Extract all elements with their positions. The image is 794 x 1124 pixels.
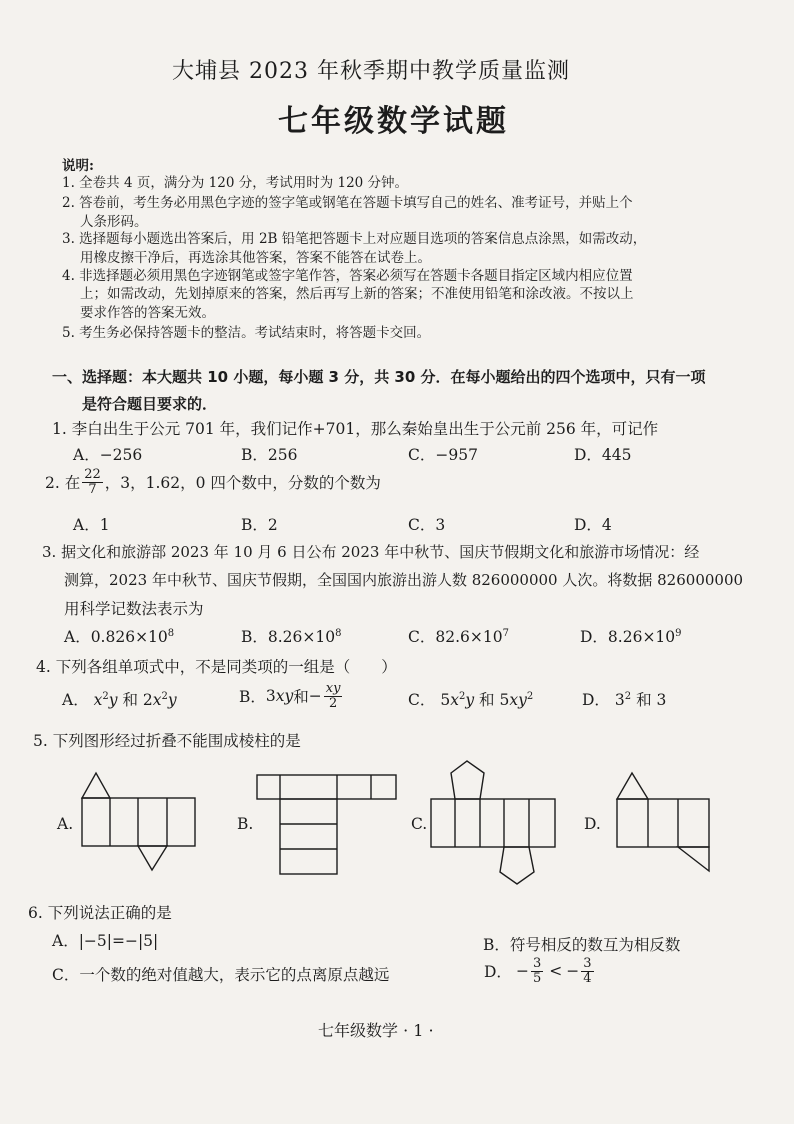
section-heading-cont: 是符合题目要求的． xyxy=(82,395,218,413)
note-3-cont: 用橡皮擦干净后，再选涂其他答案，答案不能答在试卷上。 xyxy=(80,250,431,266)
q6-d-frac1-den: 5 xyxy=(532,970,542,986)
q4-d-exp: 2 xyxy=(624,690,632,702)
q6-d-frac2 xyxy=(581,957,593,985)
q5-figure-d xyxy=(617,773,709,871)
q4-b-label: B． xyxy=(239,688,266,707)
q2-option-d: D．4 xyxy=(574,516,612,534)
q5-option-c-label: C. xyxy=(411,815,428,833)
q4-stem: 4. 下列各组单项式中，不是同类项的一组是（ ） xyxy=(36,658,397,676)
q4-c-coef2: 5 xyxy=(499,691,510,709)
q4-d-three: 3 xyxy=(656,691,667,709)
q3-option-c-exp: 7 xyxy=(502,627,509,639)
q3-option-c-base: C．82.6×10 xyxy=(408,628,503,646)
q4-c-x: x xyxy=(450,691,459,709)
q4-b-he: 和 xyxy=(293,688,309,707)
q6-option-c: C．一个数的绝对值越大，表示它的点离原点越远 xyxy=(52,966,390,984)
q1-option-d: D．445 xyxy=(574,446,632,464)
q4-c-coef: 5 xyxy=(440,691,451,709)
q4-a-exp: 2 xyxy=(102,690,109,702)
q5-figure-c xyxy=(431,761,555,884)
q4-b-minus: − xyxy=(308,687,322,706)
notes-heading: 说明: xyxy=(62,158,94,174)
q6-d-label: D． xyxy=(484,963,512,982)
q2-stem-pre: 2. 在 xyxy=(45,474,81,493)
note-4-cont2: 要求作答的答案无效。 xyxy=(80,305,215,321)
q4-d-label: D． xyxy=(582,691,610,709)
q2-frac-num: 22 xyxy=(84,467,101,482)
q4-c-exp: 2 xyxy=(458,690,466,702)
note-1: 1. 全卷共 4 页，满分为 120 分，考试用时为 120 分钟。 xyxy=(62,175,409,191)
q4-a-y2: y xyxy=(167,691,177,709)
note-3: 3. 选择题每小题选出答案后，用 2B 铅笔把答题卡上对应题目选项的答案信息点涂黑，如需改动， xyxy=(62,231,647,247)
q2-frac-den: 7 xyxy=(88,481,97,497)
q4-a-label: A． xyxy=(62,691,89,709)
q3-option-a-exp: 8 xyxy=(167,627,175,639)
q5-option-d-label: D. xyxy=(584,815,601,833)
q5-figure-b xyxy=(257,775,396,874)
q4-d-base: 3 xyxy=(614,691,625,709)
note-5: 5. 考生务必保持答题卡的整洁。考试结束时，将答题卡交回。 xyxy=(62,325,431,341)
exam-title: 大埔县 2023 年秋季期中教学质量监测 xyxy=(172,59,570,84)
q4-c-y: y xyxy=(465,691,475,709)
q2-option-c: C．3 xyxy=(408,516,446,534)
q3-option-a-base: A．0.826×10 xyxy=(64,628,168,646)
q2-option-b: B．2 xyxy=(241,516,278,534)
note-2: 2. 答卷前，考生务必用黑色字迹的签字笔或钢笔在答题卡填写自己的姓名、准考证号，并贴上个 xyxy=(62,195,633,211)
q4-a-y: y xyxy=(108,691,118,709)
q6-d-frac1 xyxy=(531,957,543,985)
q5-option-a-label: A. xyxy=(57,815,74,833)
q5-figure-a xyxy=(82,773,195,870)
q4-b-frac-den: 2 xyxy=(328,695,338,711)
note-2-cont: 人条形码。 xyxy=(80,214,148,230)
q3-stem-line1: 3. 据文化和旅游部 2023 年 10 月 6 日公布 2023 年中秋节、国庆节假期文化和旅游市场情况：经 xyxy=(42,543,700,561)
q5-stem: 5. 下列图形经过折叠不能围成棱柱的是 xyxy=(33,732,301,750)
q3-stem-line2: 测算，2023 年中秋节、国庆节假期，全国国内旅游出游人数 826000000 人次。将数据 826000000 xyxy=(64,571,744,589)
q4-b-coef: 3 xyxy=(265,687,276,706)
note-4-cont1: 上；如需改动，先划掉原来的答案，然后再写上新的答案；不准使用铅笔和涂改液。不按以上 xyxy=(80,286,634,302)
q1-option-c: C．−957 xyxy=(408,446,478,464)
q6-d-lt: < xyxy=(549,962,563,981)
q4-a-exp2: 2 xyxy=(161,690,168,702)
q6-option-b: B．符号相反的数互为相反数 xyxy=(483,936,681,954)
q4-a-x: x xyxy=(93,691,103,709)
q1-option-b: B．256 xyxy=(241,446,298,464)
exam-subtitle: 七年级数学试题 xyxy=(278,104,509,139)
section-heading: 一、选择题：本大题共 10 小题，每小题 3 分，共 30 分．在每小题给出的四个选项中，只有一项 xyxy=(52,368,706,386)
q4-a-coef: 2 xyxy=(142,691,153,709)
q6-d-frac2-den: 4 xyxy=(583,970,592,986)
q1-stem: 1. 李白出生于公元 701 年，我们记作+701，那么秦始皇出生于公元前 256 年，可记作 xyxy=(52,420,659,438)
q1-option-a: A．−256 xyxy=(73,446,143,464)
q2-stem-post: ，3，1.62，0 四个数中，分数的个数为 xyxy=(104,474,381,493)
q3-option-d-exp: 9 xyxy=(675,627,682,639)
note-4: 4. 非选择题必须用黑色字迹钢笔或签字笔作答，答案必须写在答题卡各题目指定区域内相应位置 xyxy=(62,268,633,284)
q4-a-he: 和 xyxy=(122,691,138,709)
q3-option-d-base: D．8.26×10 xyxy=(580,628,676,646)
q4-c-xy: xy xyxy=(509,691,527,709)
q6-stem: 6. 下列说法正确的是 xyxy=(28,904,172,922)
q6-option-d: D． − $\frac{3}{5}$ < − $\frac{3}{4}$ xyxy=(484,956,592,986)
q4-c-he: 和 xyxy=(479,691,495,709)
q6-option-a: A．|−5|=−|5| xyxy=(52,932,159,950)
q3-option-b-exp: 8 xyxy=(335,627,342,639)
q4-b-xy: xy xyxy=(275,687,294,706)
q4-b-frac-num: xy xyxy=(325,681,341,696)
q6-d-frac2-num: 3 xyxy=(583,956,592,971)
q3-option-b-base: B．8.26×10 xyxy=(241,628,336,646)
q6-d-frac1-num: 3 xyxy=(532,956,542,971)
q4-c-exp2: 2 xyxy=(526,690,534,702)
page-footer: 七年级数学 · 1 · xyxy=(318,1021,434,1040)
q3-stem-line3: 用科学记数法表示为 xyxy=(64,600,204,618)
q2-option-a: A．1 xyxy=(73,516,110,534)
q5-option-b-label: B. xyxy=(237,815,254,833)
q4-a-x2: x xyxy=(152,691,162,709)
q4-c-label: C． xyxy=(408,691,436,709)
q4-d-he: 和 xyxy=(636,691,652,709)
